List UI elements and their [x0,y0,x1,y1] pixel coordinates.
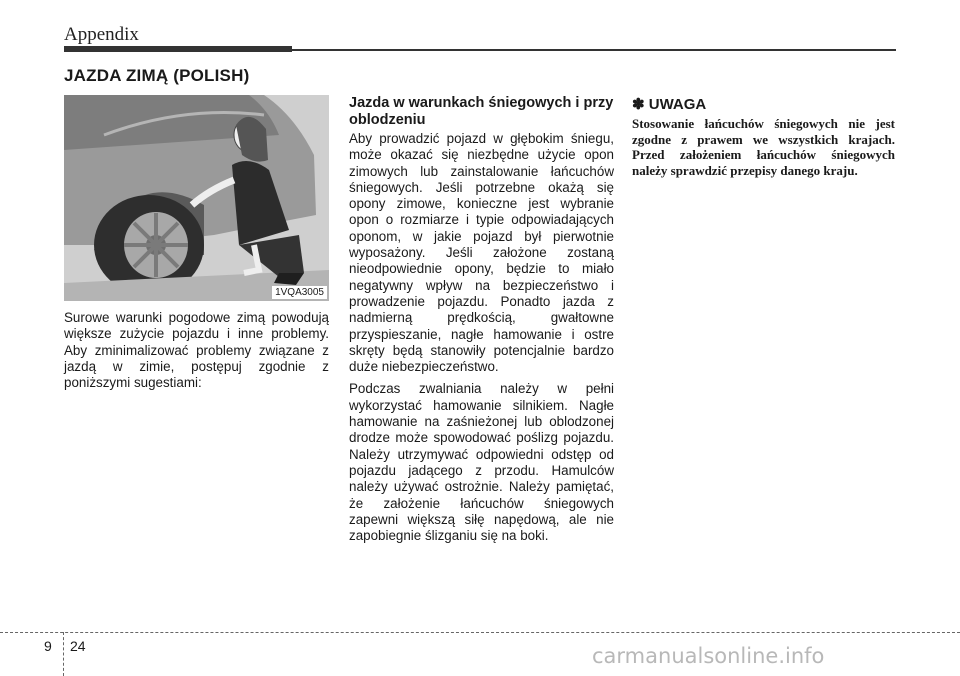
watermark: carmanualsonline.info [592,644,825,668]
illustration-drawing [64,95,329,301]
footer-divider [0,632,960,633]
caution-title: UWAGA [648,96,707,113]
intro-column [64,310,329,397]
caution-heading [632,95,706,113]
header-rule-thin [292,49,896,51]
header-rule-thick [64,46,292,52]
header-title: Appendix [64,24,139,45]
illustration-tire-chains [64,95,329,301]
snow-paragraph-1: Aby prowadzić pojazd w głębokim śniegu, może okazać się niezbędne użycie opon zimowych lub zainstalowanie łańcuchów śniegowych. Jeśli potrzebne okażą się opony zimowe, konieczne jest wybranie opon o rozmiarze i typie odpowiadających oponom, w jakie pojazd był pierwotnie wyposażony. Jeśli założone zostaną nieodpowiednie opony, będzie to miało negatywny wpływ na bezpieczeństwo i prowadzenie pojazdu. Ponadto jazda z nadmierną prędkością, gwałtowne przyspieszanie, nagłe hamowanie i ostre skręty będą stanowiły potencjalnie bardzo duże niebezpieczeństwo. [349,131,614,375]
snow-section-title: Jazda w warunkach śniegowych i przy oblodzeniu [349,95,614,128]
footer-page-number: 24 [70,638,86,654]
footer-chapter-number: 9 [44,638,52,654]
caution-text: Stosowanie łańcuchów śniegowych nie jest zgodne z prawem we wszystkich krajach. Przed założeniem łańcuchów śniegowych należy sprawdzić przepisy danego kraju. [632,116,895,178]
footer-vertical-divider [63,632,64,676]
snow-section-body [349,131,614,550]
caution-icon: ✽ [632,96,645,113]
snow-paragraph-2: Podczas zwalniania należy w pełni wykorzystać hamowanie silnikiem. Nagłe hamowanie na zaśnieżonej lub oblodzonej drodze może spowodować poślizg pojazdu. Należy utrzymywać odpowiedni odstęp od pojazdu jadącego z przodu. Hamulców należy używać ostrożnie. Należy pamiętać, że założenie łańcuchów śniegowych zapewni większą siłę napędową, ale nie zapobiegnie ślizganiu się na boki. [349,381,614,544]
figure-code: 1VQA3005 [272,286,327,299]
intro-paragraph: Surowe warunki pogodowe zimą powodują większe zużycie pojazdu i inne problemy. Aby zminimalizować problemy związane z jazdą w zimie, postępuj zgodnie z poniższymi sugestiami: [64,310,329,391]
section-title: JAZDA ZIMĄ (POLISH) [64,66,250,85]
